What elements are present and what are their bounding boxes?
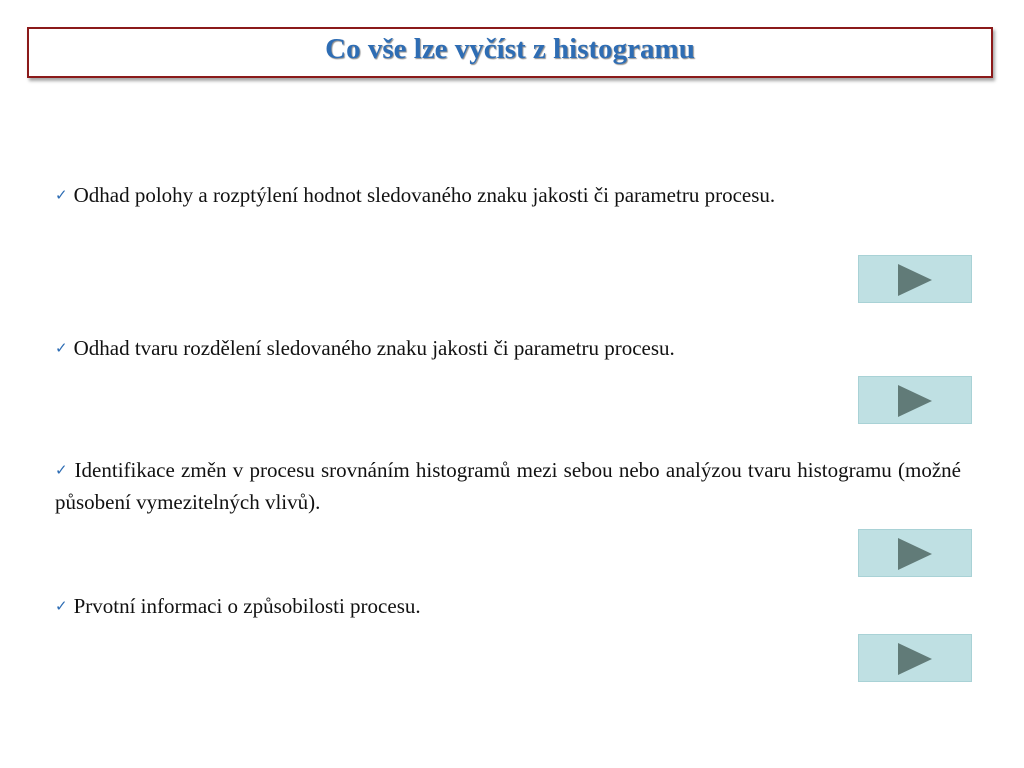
checkmark-icon: ✓: [55, 461, 69, 479]
list-item: [55, 333, 961, 365]
play-icon: [896, 537, 934, 571]
play-button-2[interactable]: [858, 376, 972, 424]
bullet-text: Odhad tvaru rozdělení sledovaného znaku jakosti či parametru procesu.: [73, 336, 675, 360]
checkmark-icon: ✓: [55, 186, 68, 204]
title-box: [27, 27, 993, 78]
checkmark-icon: ✓: [55, 339, 68, 357]
play-button-4[interactable]: [858, 634, 972, 682]
bullet-text: Prvotní informaci o způsobilosti procesu.: [73, 594, 421, 618]
play-button-1[interactable]: [858, 255, 972, 303]
play-button-3[interactable]: [858, 529, 972, 577]
list-item: [55, 180, 961, 212]
list-item: [55, 591, 961, 623]
bullet-text: Identifikace změn v procesu srovnáním histogramů mezi sebou nebo analýzou tvaru histogramu (možné působení vymezitelných vlivů).: [55, 458, 961, 514]
bullet-text: Odhad polohy a rozptýlení hodnot sledovaného znaku jakosti či parametru procesu.: [73, 183, 776, 207]
list-item: [55, 455, 961, 517]
play-icon: [896, 384, 934, 418]
page-title: Co vše lze vyčíst z histogramu: [325, 33, 695, 65]
play-icon: [896, 263, 934, 297]
checkmark-icon: ✓: [55, 597, 68, 615]
play-icon: [896, 642, 934, 676]
